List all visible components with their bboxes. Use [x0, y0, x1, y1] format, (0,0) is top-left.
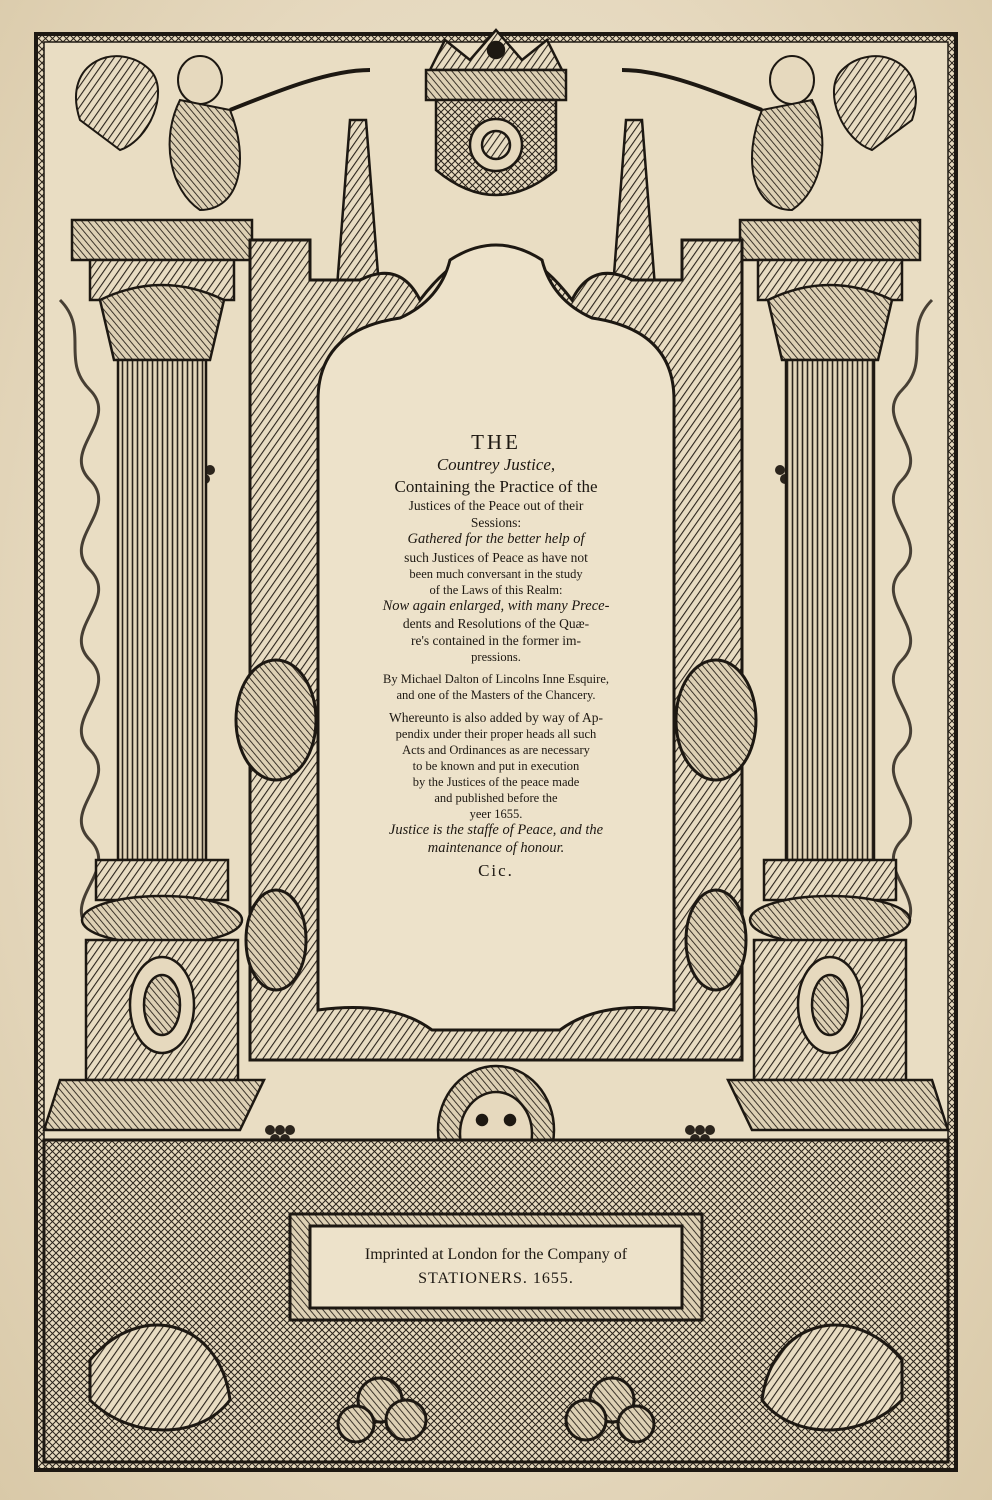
dents-line-1: dents and Resolutions of the Quæ- [402, 616, 590, 631]
attribution: Cic. [478, 861, 514, 880]
such-line-2: been much conversant in the study [409, 566, 583, 581]
title-the: THE [471, 430, 521, 454]
dents-line-2: re's contained in the former im- [411, 633, 581, 648]
author-line-2: and one of the Masters of the Chancery. [396, 688, 596, 702]
imprint-line-2: STATIONERS. 1655. [418, 1270, 574, 1287]
crown-emblem [426, 30, 566, 195]
whereunto-line-7: yeer 1655. [469, 807, 523, 821]
whereunto-line-3: Acts and Ordinances as are necessary [402, 743, 590, 757]
subtitle-line-3: Sessions: [470, 515, 522, 530]
whereunto-line-1: Whereunto is also added by way of Ap- [388, 710, 604, 725]
motto-line-2: maintenance of honour. [427, 839, 565, 856]
whereunto-line-5: by the Justices of the peace made [412, 775, 580, 789]
dents-line-3: pressions. [471, 650, 521, 664]
motto-line-1: Justice is the staffe of Peace, and the [388, 822, 604, 838]
subtitle-line-2: Justices of the Peace out of their [408, 498, 584, 513]
gathered-line: Gathered for the better help of [407, 531, 585, 547]
imprint-line-1: Imprinted at London for the Company of [364, 1246, 628, 1263]
book-title: Countrey Justice, [436, 455, 556, 474]
imprint-panel [318, 1232, 674, 1302]
now-again-line: Now again enlarged, with many Prece- [382, 597, 610, 614]
author-line-1: By Michael Dalton of Lincolns Inne Esquire, [383, 672, 609, 686]
whereunto-line-4: to be known and put in execution [412, 759, 580, 773]
title-text-block [318, 410, 674, 883]
whereunto-line-6: and published before the [434, 791, 558, 805]
subtitle-line-1: Containing the Practice of the [394, 477, 598, 496]
such-line-3: of the Laws of this Realm: [429, 582, 563, 597]
whereunto-line-2: pendix under their proper heads all such [395, 727, 597, 741]
such-line-1: such Justices of Peace as have not [404, 549, 588, 565]
